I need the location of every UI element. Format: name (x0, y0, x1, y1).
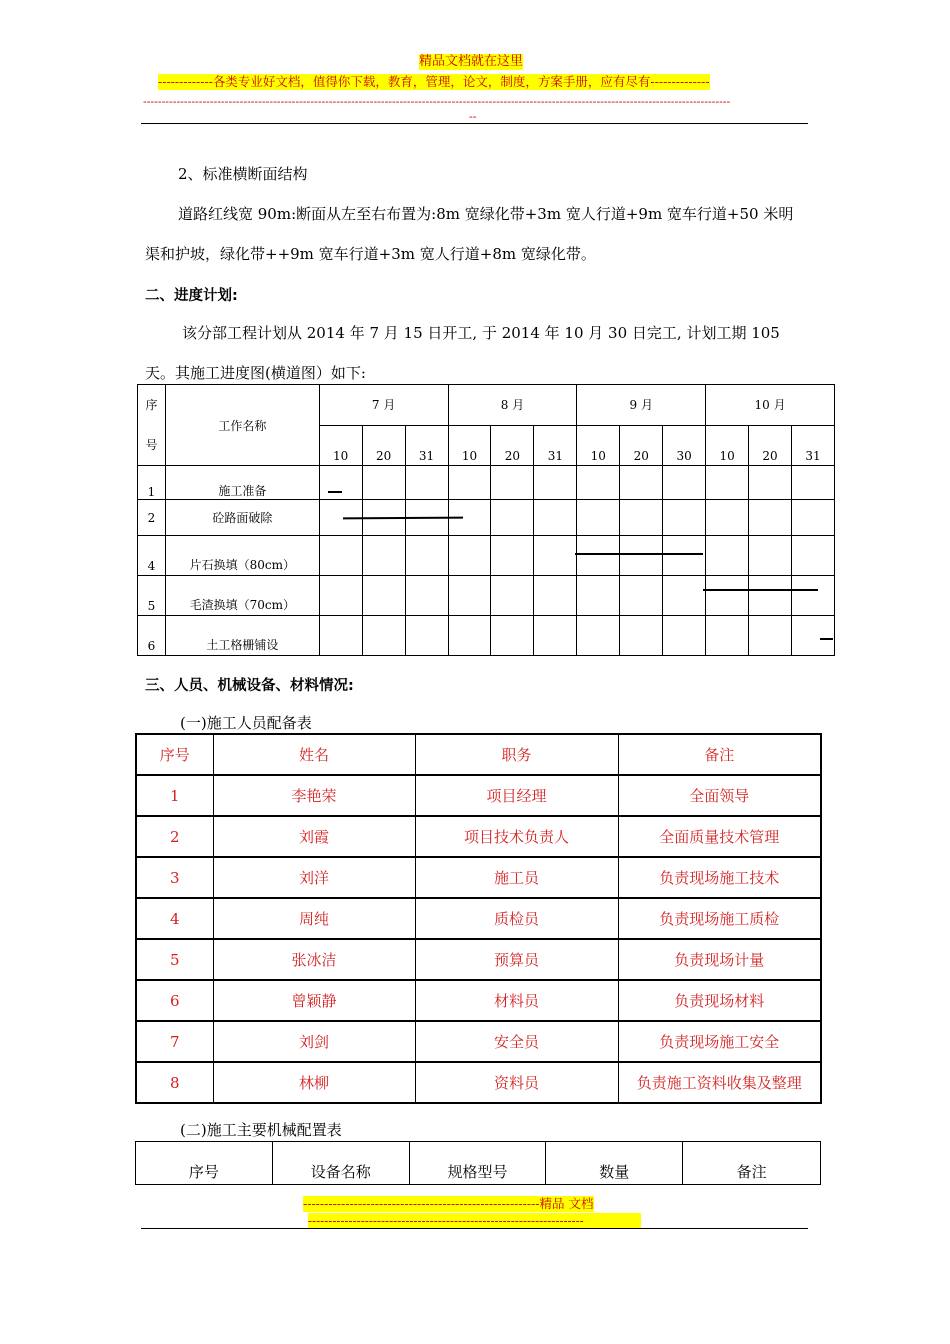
gantt-seq-header (138, 385, 166, 466)
staff-caption: (一)施工人员配备表 (180, 714, 312, 732)
gantt-row (138, 466, 835, 500)
gantt-row-name: 砼路面破除 (165, 500, 319, 536)
staff-cell: 刘洋 (213, 857, 415, 898)
machine-header-cell: 规格型号 (409, 1142, 546, 1185)
staff-cell: 负责现场计量 (618, 939, 821, 980)
staff-cell: 负责现场材料 (618, 980, 821, 1021)
gantt-day: 31 (405, 425, 448, 466)
gantt-month: 9 月 (577, 385, 706, 426)
section2-para-line2: 渠和护坡，绿化带++9m 宽车行道+3m 宽人行道+8m 宽绿化带。 (145, 245, 596, 263)
staff-row (136, 898, 821, 939)
gantt-row-seq: 1 (138, 466, 166, 500)
gantt-day: 10 (448, 425, 491, 466)
gantt-day: 31 (792, 425, 835, 466)
staff-cell: 全面领导 (618, 775, 821, 816)
staff-cell: 全面质量技术管理 (618, 816, 821, 857)
gantt-day: 10 (319, 425, 362, 466)
gantt-row (138, 616, 835, 656)
staff-row (136, 980, 821, 1021)
gantt-month: 8 月 (448, 385, 577, 426)
gantt-day: 31 (534, 425, 577, 466)
gantt-day: 20 (749, 425, 792, 466)
gantt-row-seq: 5 (138, 576, 166, 616)
staff-cell: 刘霞 (213, 816, 415, 857)
staff-cell: 2 (136, 816, 213, 857)
gantt-day: 30 (663, 425, 706, 466)
staff-cell: 7 (136, 1021, 213, 1062)
staff-cell: 资料员 (415, 1062, 618, 1103)
staff-cell: 周纯 (213, 898, 415, 939)
staff-cell: 曾颖静 (213, 980, 415, 1021)
gantt-row-name: 片石换填（80cm） (165, 536, 319, 576)
staff-cell: 4 (136, 898, 213, 939)
gantt-row (138, 536, 835, 576)
machine-caption: (二)施工主要机械配置表 (180, 1121, 342, 1139)
footer-line2: -------------------------------------------------------------------- (308, 1213, 641, 1229)
staff-row (136, 1062, 821, 1103)
gantt-row-seq: 6 (138, 616, 166, 656)
machine-header-cell: 备注 (683, 1142, 821, 1185)
footer-line1: --------------------------------------------------------精品 文档 (303, 1196, 594, 1211)
gantt-day: 20 (491, 425, 534, 466)
staff-cell: 3 (136, 857, 213, 898)
staff-row (136, 1021, 821, 1062)
machine-header-cell: 设备名称 (272, 1142, 409, 1185)
gantt-bar-prep (328, 491, 342, 493)
resources-heading: 三、人员、机械设备、材料情况: (145, 678, 354, 694)
section2-para-line1: 道路红线宽 90m:断面从左至右布置为:8m 宽绿化带+3m 宽人行道+9m 宽车行道+50 米明 (178, 205, 794, 223)
staff-row (136, 857, 821, 898)
gantt-row-seq: 4 (138, 536, 166, 576)
gantt-day: 20 (362, 425, 405, 466)
staff-cell: 刘剑 (213, 1021, 415, 1062)
staff-cell: 林柳 (213, 1062, 415, 1103)
gantt-bar-geogrid (820, 638, 833, 640)
gantt-day: 10 (577, 425, 620, 466)
gantt-seq-top: 序 (145, 398, 158, 412)
schedule-para-line2: 天。其施工进度图(横道图）如下: (145, 364, 366, 382)
gantt-row-name: 土工格栅铺设 (165, 616, 319, 656)
staff-table (135, 733, 822, 1104)
machine-table (135, 1141, 821, 1185)
gantt-row-name: 施工准备 (165, 466, 319, 500)
staff-cell: 施工员 (415, 857, 618, 898)
gantt-bar-rubble-fill (575, 553, 703, 555)
staff-row (136, 775, 821, 816)
staff-cell: 8 (136, 1062, 213, 1103)
gantt-day: 10 (706, 425, 749, 466)
header-rule (141, 123, 808, 124)
header-dash-line: -------------------------------------------------------------------------------------------------------------------------------------------------------------- (143, 95, 731, 108)
gantt-seq-bottom: 号 (145, 438, 158, 452)
gantt-row-seq: 2 (138, 500, 166, 536)
staff-header-cell: 备注 (618, 734, 821, 775)
gantt-name-header: 工作名称 (165, 385, 319, 466)
schedule-para-line1: 该分部工程计划从 2014 年 7 月 15 日开工, 于 2014 年 10 月 30 日完工, 计划工期 105 (182, 324, 780, 342)
staff-row (136, 939, 821, 980)
header-subtitle: -------------各类专业好文档，值得你下载，教育，管理，论文，制度，方案手册，应有尽有-------------- (158, 74, 710, 89)
staff-cell: 6 (136, 980, 213, 1021)
schedule-heading: 二、进度计划: (145, 288, 238, 304)
staff-header-cell: 序号 (136, 734, 213, 775)
staff-header-cell: 姓名 (213, 734, 415, 775)
staff-cell: 5 (136, 939, 213, 980)
header-title: 精品文档就在这里 (419, 54, 524, 69)
gantt-table (137, 384, 835, 656)
staff-cell: 安全员 (415, 1021, 618, 1062)
staff-cell: 负责现场施工技术 (618, 857, 821, 898)
staff-cell: 材料员 (415, 980, 618, 1021)
staff-header-cell: 职务 (415, 734, 618, 775)
staff-cell: 预算员 (415, 939, 618, 980)
staff-cell: 质检员 (415, 898, 618, 939)
section2-heading: 2、标准横断面结构 (178, 165, 308, 183)
gantt-row-name: 毛渣换填（70cm） (165, 576, 319, 616)
staff-cell: 张冰洁 (213, 939, 415, 980)
machine-header-cell: 序号 (136, 1142, 273, 1185)
gantt-row (138, 576, 835, 616)
staff-cell: 项目技术负责人 (415, 816, 618, 857)
gantt-row (138, 500, 835, 536)
staff-row (136, 816, 821, 857)
header-dash-tail: -- (469, 110, 477, 123)
gantt-month: 10 月 (706, 385, 835, 426)
gantt-day: 20 (620, 425, 663, 466)
machine-header-cell: 数量 (546, 1142, 683, 1185)
staff-cell: 负责现场施工质检 (618, 898, 821, 939)
staff-cell: 李艳荣 (213, 775, 415, 816)
staff-header-row (136, 734, 821, 775)
staff-cell: 负责现场施工安全 (618, 1021, 821, 1062)
staff-cell: 负责施工资料收集及整理 (618, 1062, 821, 1103)
staff-cell: 项目经理 (415, 775, 618, 816)
gantt-bar-gravel-fill (703, 589, 818, 591)
footer-rule (141, 1228, 808, 1229)
gantt-month: 7 月 (319, 385, 448, 426)
machine-header-row (136, 1142, 821, 1185)
staff-cell: 1 (136, 775, 213, 816)
